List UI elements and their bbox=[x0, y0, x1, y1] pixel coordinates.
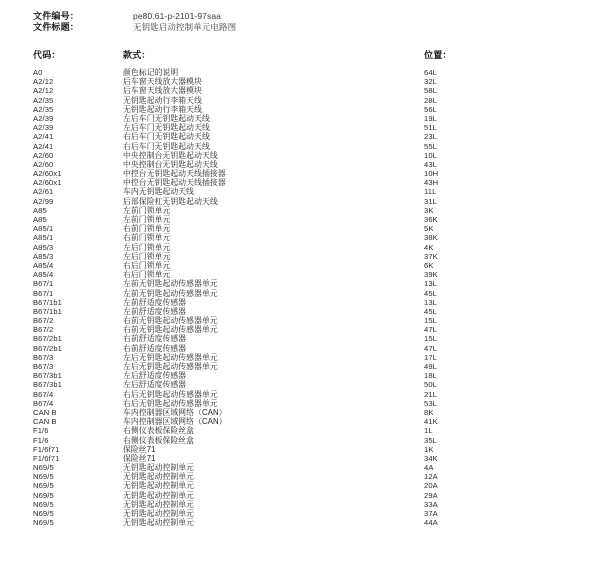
cell-style: 右前门锁单元 bbox=[123, 233, 171, 243]
cell-style: 右后门锁单元 bbox=[123, 270, 171, 280]
table-row bbox=[0, 334, 601, 343]
table-row bbox=[0, 353, 601, 362]
cell-position: 17L bbox=[424, 352, 437, 362]
cell-style: 后车窗天线放大器模块 bbox=[123, 86, 202, 96]
cell-code: F1/6 bbox=[33, 426, 49, 436]
cell-style: 左前门锁单元 bbox=[123, 215, 171, 224]
table-row bbox=[0, 509, 601, 518]
document-title-value: 无钥匙启动控制单元电路图 bbox=[133, 22, 237, 32]
cell-position: 45L bbox=[424, 288, 437, 298]
cell-position: 4K bbox=[424, 242, 434, 252]
cell-position: 44A bbox=[424, 518, 438, 528]
component-legend-table bbox=[0, 68, 601, 527]
cell-style: 右前门锁单元 bbox=[123, 224, 171, 234]
cell-code: A2/41 bbox=[33, 141, 54, 151]
cell-position: 33A bbox=[424, 499, 438, 509]
document-number-value: pe80.61-p-2101-97saa bbox=[133, 11, 222, 21]
cell-position: 18L bbox=[424, 371, 437, 381]
cell-code: CAN B bbox=[33, 417, 57, 427]
cell-code: F1/6f71 bbox=[33, 444, 60, 454]
table-row bbox=[0, 68, 601, 77]
cell-code: B67/1 bbox=[33, 288, 54, 298]
table-row bbox=[0, 454, 601, 463]
cell-code: A85/1 bbox=[33, 233, 54, 243]
cell-code: A85/4 bbox=[33, 260, 54, 270]
cell-position: 43L bbox=[424, 159, 437, 169]
cell-style: 后部保险杠无钥匙起动天线 bbox=[123, 196, 218, 206]
table-column-headers bbox=[0, 48, 601, 60]
table-row bbox=[0, 224, 601, 233]
table-row bbox=[0, 307, 601, 316]
cell-code: A85 bbox=[33, 205, 47, 215]
cell-style: 右后门锁单元 bbox=[123, 260, 171, 270]
cell-style: 左后门锁单元 bbox=[123, 242, 171, 252]
cell-position: 38K bbox=[424, 233, 438, 243]
cell-position: 20A bbox=[424, 481, 438, 491]
cell-style: 无钥匙起动控制单元 bbox=[123, 499, 195, 509]
cell-style: 无钥匙起动控制单元 bbox=[123, 509, 195, 518]
cell-code: A2/35 bbox=[33, 104, 54, 114]
table-row bbox=[0, 197, 601, 206]
table-row bbox=[0, 344, 601, 353]
cell-code: CAN B bbox=[33, 407, 57, 417]
cell-style: 保险丝71 bbox=[123, 444, 156, 454]
cell-position: 47L bbox=[424, 343, 437, 353]
cell-style: 无钥匙起动控制单元 bbox=[123, 518, 195, 528]
cell-position: 32L bbox=[424, 77, 437, 87]
cell-code: F1/6 bbox=[33, 435, 49, 445]
table-row bbox=[0, 472, 601, 481]
table-row bbox=[0, 243, 601, 252]
document-title-label: 文件标题： bbox=[33, 22, 80, 32]
table-row bbox=[0, 261, 601, 270]
table-row bbox=[0, 500, 601, 509]
column-header-code: 代码： bbox=[33, 50, 61, 60]
cell-code: B67/3b1 bbox=[33, 371, 62, 381]
cell-position: 1L bbox=[424, 426, 433, 436]
cell-code: B67/4 bbox=[33, 398, 54, 408]
cell-code: N69/5 bbox=[33, 518, 54, 528]
table-row bbox=[0, 206, 601, 215]
table-row bbox=[0, 371, 601, 380]
cell-code: N69/5 bbox=[33, 509, 54, 518]
cell-position: 51L bbox=[424, 123, 437, 133]
cell-code: B67/3b1 bbox=[33, 380, 62, 390]
cell-code: N69/5 bbox=[33, 481, 54, 491]
cell-style: 中控台无钥匙起动天线插接器 bbox=[123, 169, 226, 179]
table-row bbox=[0, 463, 601, 472]
cell-style: 左后车门无钥匙起动天线 bbox=[123, 113, 210, 123]
cell-style: 左前无钥匙起动传感器单元 bbox=[123, 279, 218, 289]
cell-code: A85 bbox=[33, 215, 47, 224]
cell-code: A2/39 bbox=[33, 123, 54, 133]
cell-position: 13L bbox=[424, 297, 437, 307]
cell-position: 43H bbox=[424, 178, 439, 188]
cell-position: 41K bbox=[424, 417, 438, 427]
cell-style: 右后车门无钥匙起动天线 bbox=[123, 132, 210, 142]
cell-position: 19L bbox=[424, 113, 437, 123]
table-row bbox=[0, 132, 601, 141]
table-row bbox=[0, 362, 601, 371]
table-row bbox=[0, 178, 601, 187]
cell-position: 34K bbox=[424, 453, 438, 463]
table-row bbox=[0, 215, 601, 224]
cell-style: 无钥匙起动控制单元 bbox=[123, 463, 195, 473]
cell-position: 29A bbox=[424, 490, 438, 500]
cell-style: 无钥匙起动行李箱天线 bbox=[123, 104, 202, 114]
cell-style: 中控台无钥匙起动天线插接器 bbox=[123, 178, 226, 188]
cell-code: A2/35 bbox=[33, 95, 54, 105]
table-row bbox=[0, 298, 601, 307]
cell-position: 21L bbox=[424, 389, 437, 399]
cell-position: 28L bbox=[424, 95, 437, 105]
cell-code: B67/3 bbox=[33, 352, 54, 362]
cell-style: 左前无钥匙起动传感器单元 bbox=[123, 288, 218, 298]
cell-code: A2/60x1 bbox=[33, 178, 62, 188]
column-header-style: 款式： bbox=[123, 50, 151, 60]
table-row bbox=[0, 289, 601, 298]
cell-position: 10L bbox=[424, 150, 437, 160]
cell-code: N69/5 bbox=[33, 472, 54, 482]
cell-position: 49L bbox=[424, 362, 437, 371]
cell-style: 左后无钥匙起动传感器单元 bbox=[123, 362, 218, 371]
table-row bbox=[0, 123, 601, 132]
table-row bbox=[0, 491, 601, 500]
cell-style: 左后门锁单元 bbox=[123, 251, 171, 261]
cell-code: A2/60x1 bbox=[33, 169, 62, 179]
cell-position: 13L bbox=[424, 279, 437, 289]
cell-position: 37A bbox=[424, 509, 438, 518]
table-row bbox=[0, 436, 601, 445]
cell-style: 右后无钥匙起动传感器单元 bbox=[123, 389, 218, 399]
cell-style: 右前无钥匙起动传感器单元 bbox=[123, 316, 218, 326]
table-row bbox=[0, 399, 601, 408]
cell-style: 后车窗天线放大器模块 bbox=[123, 77, 202, 87]
table-row bbox=[0, 518, 601, 527]
cell-style: 颜色标记的说明 bbox=[123, 68, 179, 77]
cell-code: B67/2b1 bbox=[33, 343, 62, 353]
cell-position: 58L bbox=[424, 86, 437, 96]
cell-position: 31L bbox=[424, 196, 437, 206]
table-row bbox=[0, 316, 601, 325]
cell-style: 右侧仪表板保险丝盒 bbox=[123, 426, 195, 436]
cell-style: 无钥匙起动控制单元 bbox=[123, 481, 195, 491]
cell-position: 64L bbox=[424, 68, 437, 77]
cell-style: 右前舒适度传感器 bbox=[123, 334, 187, 344]
table-row bbox=[0, 390, 601, 399]
cell-position: 39K bbox=[424, 270, 438, 280]
cell-code: B67/4 bbox=[33, 389, 54, 399]
table-row bbox=[0, 96, 601, 105]
cell-position: 56L bbox=[424, 104, 437, 114]
cell-code: A2/60 bbox=[33, 159, 54, 169]
cell-position: 37K bbox=[424, 251, 438, 261]
cell-code: A2/12 bbox=[33, 86, 54, 96]
cell-code: N69/5 bbox=[33, 463, 54, 473]
cell-style: 左前门锁单元 bbox=[123, 205, 171, 215]
cell-style: 车内无钥匙起动天线 bbox=[123, 187, 195, 197]
cell-code: B67/1b1 bbox=[33, 306, 62, 316]
table-row bbox=[0, 325, 601, 334]
table-row bbox=[0, 169, 601, 178]
table-row bbox=[0, 77, 601, 86]
cell-code: N69/5 bbox=[33, 490, 54, 500]
cell-style: 左后舒适度传感器 bbox=[123, 371, 187, 381]
cell-code: A85/3 bbox=[33, 242, 54, 252]
table-row bbox=[0, 279, 601, 288]
cell-position: 10H bbox=[424, 169, 439, 179]
table-row bbox=[0, 481, 601, 490]
cell-style: 左前舒适度传感器 bbox=[123, 306, 187, 316]
table-row bbox=[0, 233, 601, 242]
cell-code: A85/4 bbox=[33, 270, 54, 280]
cell-code: F1/6f71 bbox=[33, 453, 60, 463]
cell-code: A85/1 bbox=[33, 224, 54, 234]
cell-code: B67/2 bbox=[33, 325, 54, 335]
cell-code: A2/60 bbox=[33, 150, 54, 160]
table-row bbox=[0, 187, 601, 196]
cell-code: B67/1b1 bbox=[33, 297, 62, 307]
cell-position: 47L bbox=[424, 325, 437, 335]
cell-code: A2/39 bbox=[33, 113, 54, 123]
table-row bbox=[0, 408, 601, 417]
cell-position: 50L bbox=[424, 380, 437, 390]
document-number-label: 文件编号： bbox=[33, 11, 80, 21]
cell-style: 中央控制台无钥匙起动天线 bbox=[123, 159, 218, 169]
cell-position: 35L bbox=[424, 435, 437, 445]
cell-style: 无钥匙起动控制单元 bbox=[123, 490, 195, 500]
cell-style: 左前舒适度传感器 bbox=[123, 297, 187, 307]
cell-style: 左后车门无钥匙起动天线 bbox=[123, 123, 210, 133]
cell-style: 右后车门无钥匙起动天线 bbox=[123, 141, 210, 151]
cell-code: A2/61 bbox=[33, 187, 54, 197]
cell-code: B67/1 bbox=[33, 279, 54, 289]
cell-code: A2/12 bbox=[33, 77, 54, 87]
cell-position: 5K bbox=[424, 224, 434, 234]
cell-position: 53L bbox=[424, 398, 437, 408]
cell-position: 3K bbox=[424, 205, 434, 215]
cell-position: 15L bbox=[424, 316, 437, 326]
table-row bbox=[0, 114, 601, 123]
table-row bbox=[0, 86, 601, 95]
cell-position: 23L bbox=[424, 132, 437, 142]
table-row bbox=[0, 417, 601, 426]
cell-code: B67/2 bbox=[33, 316, 54, 326]
cell-position: 6K bbox=[424, 260, 434, 270]
table-row bbox=[0, 151, 601, 160]
cell-position: 11L bbox=[424, 187, 437, 197]
column-header-position: 位置： bbox=[424, 50, 452, 60]
cell-position: 55L bbox=[424, 141, 437, 151]
table-row bbox=[0, 160, 601, 169]
cell-code: A2/41 bbox=[33, 132, 54, 142]
cell-style: 右侧仪表板保险丝盒 bbox=[123, 435, 195, 445]
cell-style: 中央控制台无钥匙起动天线 bbox=[123, 150, 218, 160]
cell-style: 车内控制器区域网络（CAN） bbox=[123, 417, 227, 427]
cell-style: 右前无钥匙起动传感器单元 bbox=[123, 325, 218, 335]
cell-style: 无钥匙起动行李箱天线 bbox=[123, 95, 202, 105]
document-header bbox=[0, 11, 601, 33]
cell-style: 右前舒适度传感器 bbox=[123, 343, 187, 353]
cell-style: 车内控制器区域网络（CAN） bbox=[123, 407, 227, 417]
cell-position: 1K bbox=[424, 444, 434, 454]
cell-style: 右后无钥匙起动传感器单元 bbox=[123, 398, 218, 408]
document-number-row bbox=[0, 11, 601, 22]
cell-code: N69/5 bbox=[33, 499, 54, 509]
cell-position: 8K bbox=[424, 407, 434, 417]
cell-style: 左后舒适度传感器 bbox=[123, 380, 187, 390]
table-row bbox=[0, 426, 601, 435]
cell-position: 36K bbox=[424, 215, 438, 224]
cell-code: A2/99 bbox=[33, 196, 54, 206]
table-row bbox=[0, 252, 601, 261]
cell-style: 无钥匙起动控制单元 bbox=[123, 472, 195, 482]
cell-style: 保险丝71 bbox=[123, 453, 156, 463]
cell-position: 45L bbox=[424, 306, 437, 316]
table-row bbox=[0, 445, 601, 454]
document-title-row bbox=[0, 22, 601, 33]
table-row bbox=[0, 380, 601, 389]
cell-position: 15L bbox=[424, 334, 437, 344]
table-row bbox=[0, 142, 601, 151]
cell-style: 左后无钥匙起动传感器单元 bbox=[123, 352, 218, 362]
table-row bbox=[0, 270, 601, 279]
cell-position: 4A bbox=[424, 463, 434, 473]
cell-code: A0 bbox=[33, 68, 43, 77]
cell-position: 12A bbox=[424, 472, 438, 482]
cell-code: A85/3 bbox=[33, 251, 54, 261]
cell-code: B67/2b1 bbox=[33, 334, 62, 344]
cell-code: B67/3 bbox=[33, 362, 54, 371]
table-row bbox=[0, 105, 601, 114]
